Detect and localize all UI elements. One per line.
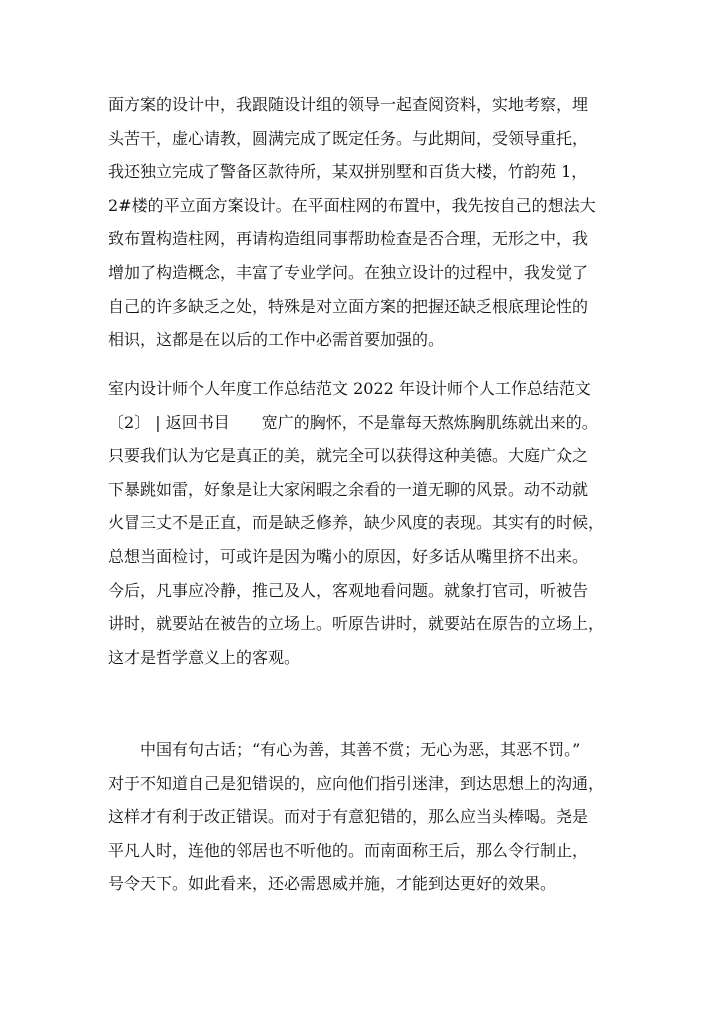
text-line: 增加了构造概念，丰富了专业学问。在独立设计的过程中，我发觉了: [108, 262, 589, 282]
paragraph: [108, 733, 618, 901]
text-line: 自己的许多缺乏之处，特殊是对立面方案的把握还缺乏根底理论性的: [108, 296, 589, 316]
text-line: 2#楼的平立面方案设计。在平面柱网的布置中，我先按自己的想法大: [108, 195, 596, 215]
text-line: 致布置构造柱网，再请构造组同事帮助检查是否合理，无形之中，我: [108, 229, 589, 249]
text-line: 头苦干，虚心请教，圆满完成了既定任务。与此期间，受领导重托，: [108, 128, 589, 148]
text-line: 中国有句古话；“有心为善，其善不赏；无心为恶，其恶不罚。”: [140, 740, 581, 759]
text-line: 讲时，就要站在被告的立场上。听原告讲时，就要站在原告的立场上，: [108, 614, 605, 634]
text-line: 今后，凡事应冷静，推己及人，客观地看问题。就象打官司，听被告: [108, 580, 589, 600]
paragraph: [108, 372, 618, 674]
text-line: 只要我们认为它是真正的美，就完全可以获得这种美德。大庭广众之: [108, 446, 589, 466]
text-line: 相识，这都是在以后的工作中必需首要加强的。: [108, 330, 445, 350]
text-line: 我还独立完成了警备区款待所，某双拼别墅和百货大楼，竹韵苑 1，: [108, 162, 588, 182]
text-line: 号令天下。如此看来，还必需恩威并施，才能到达更好的效果。: [108, 874, 557, 894]
text-line: 面方案的设计中，我跟随设计组的领导一起查阅资料，实地考察，埋: [108, 95, 589, 114]
text-line: 下暴跳如雷，好象是让大家闲暇之余看的一道无聊的风景。动不动就: [108, 479, 589, 499]
text-line: 总想当面检讨，可或许是因为嘴小的原因，好多话从嘴里挤不出来。: [108, 546, 589, 566]
text-line: 〔2〕 | 返回书目 宽广的胸怀，不是靠每天熬炼胸肌练就出来的。: [108, 412, 598, 432]
text-line: 室内设计师个人年度工作总结范文 2022 年设计师个人工作总结范文: [108, 379, 591, 398]
text-line: 对于不知道自己是犯错误的，应向他们指引迷津，到达思想上的沟通，: [108, 773, 605, 793]
text-line: 火冒三丈不是正直，而是缺乏修养，缺少风度的表现。其实有的时候，: [108, 513, 605, 533]
text-line: 平凡人时，连他的邻居也不听他的。而南面称王后，那么令行制止，: [108, 840, 589, 860]
text-line: 这样才有利于改正错误。而对于有意犯错的，那么应当头棒喝。尧是: [108, 807, 589, 827]
text-line: 这才是哲学意义上的客观。: [108, 647, 301, 667]
paragraph: [108, 88, 618, 357]
